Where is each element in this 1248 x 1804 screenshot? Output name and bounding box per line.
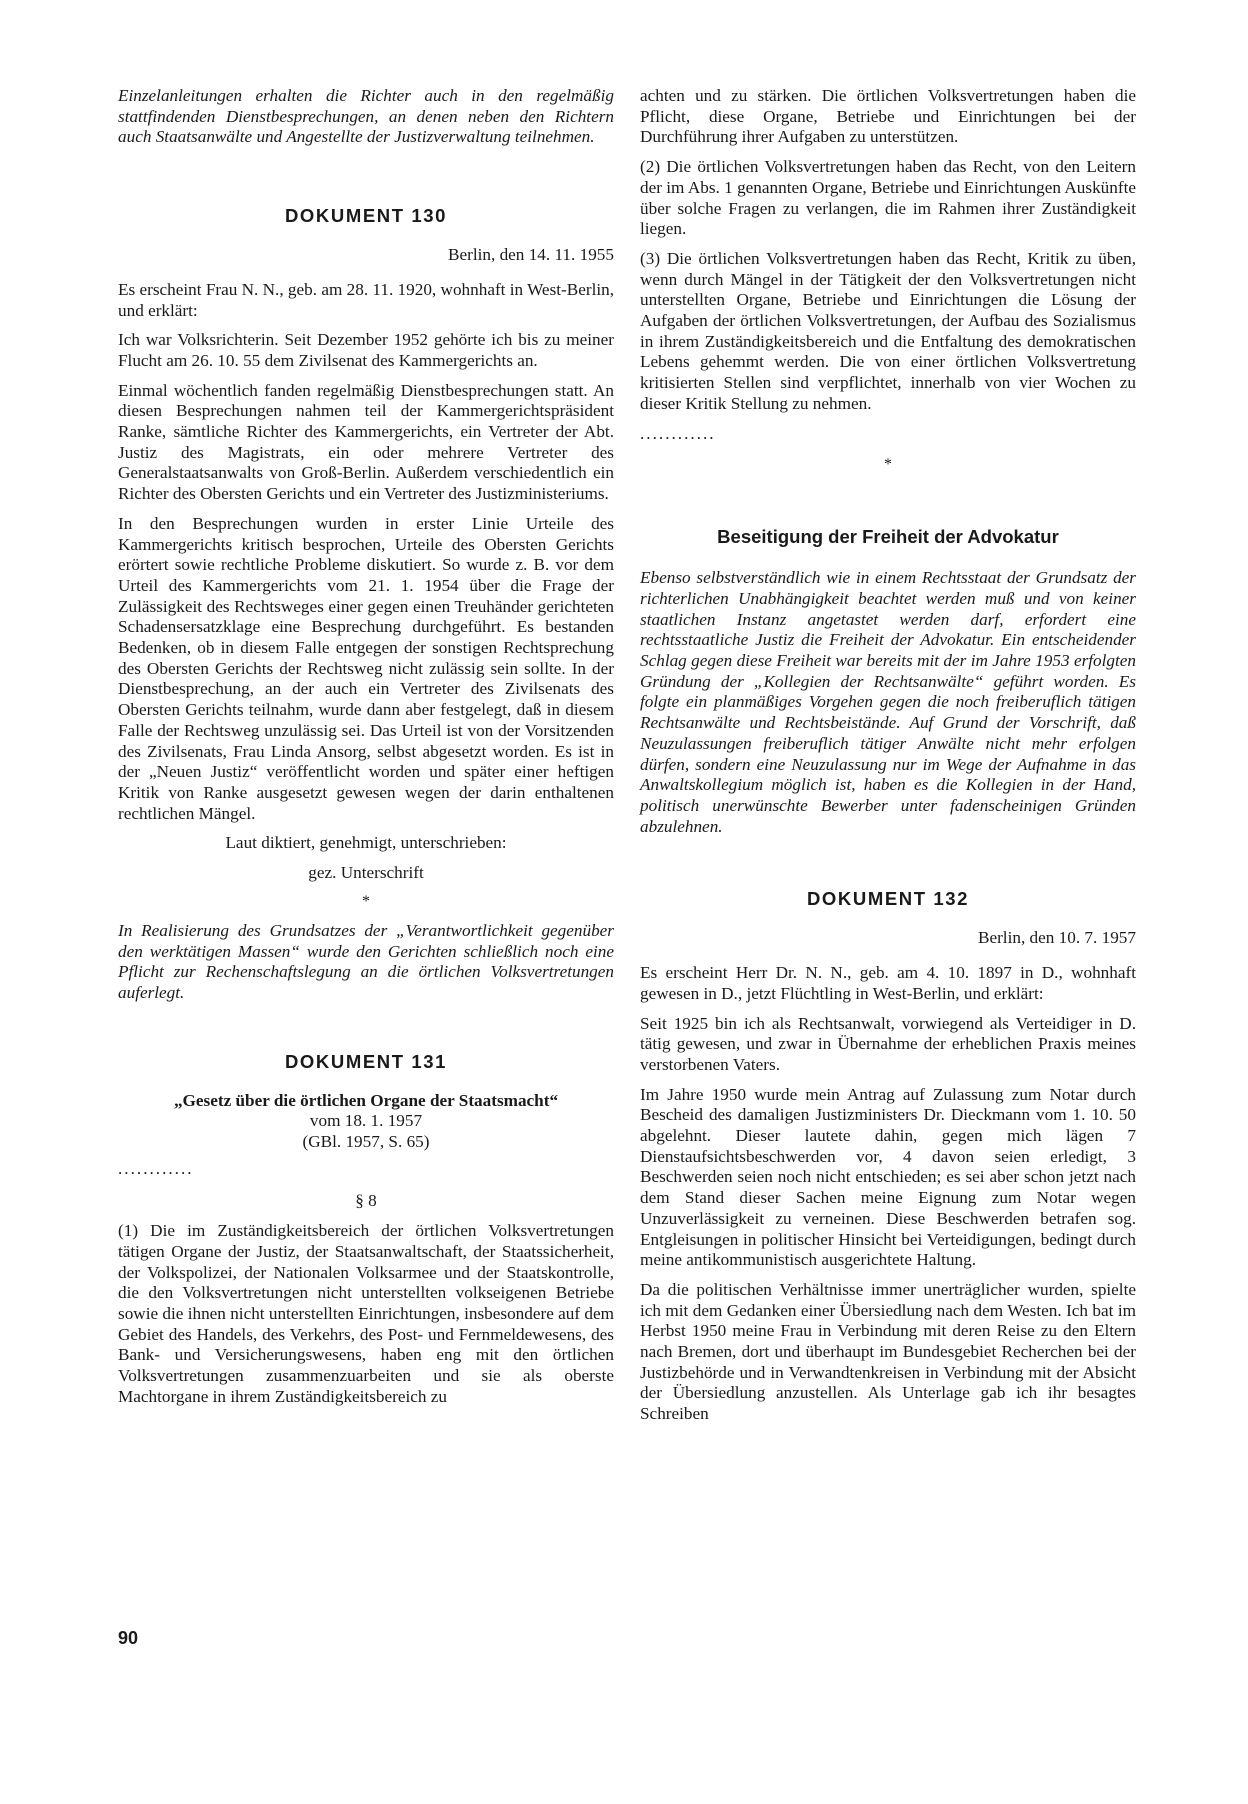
document-132-paragraph: Im Jahre 1950 wurde mein Antrag auf Zulassung zum Notar durch Bescheid des damaligen Justizministers Dr. Dieckmann vom 1. 10. 50 abgelehnt. Dieser lautete dahin, gegen mich lägen 7 Dienstaufsichtsbeschwerden vor, 4 davon seien erledigt, 3 Beschwerden seien noch nicht entschieden; es sei aber schon jetzt nach dem Stand dieser Sachen meine Eignung zum Notar wegen Unzuverlässigkeit zu verneinen. Diese Beschwerden betrafen sog. Entgleisungen in politischer Hinsicht bei Verteidigungen, bedingt durch meine antikommunistisch ausgerichtete Haltung. [640, 1084, 1136, 1270]
document-132-date: Berlin, den 10. 7. 1957 [977, 928, 1136, 948]
document-132-heading: DOKUMENT 132 [806, 888, 970, 910]
document-132-paragraph: Es erscheint Herr Dr. N. N., geb. am 4. 10. 1897 in D., wohnhaft gewesen in D., jetzt Flüchtling in West-Berlin, und erklärt: [640, 963, 1136, 1003]
document-132-paragraph: Da die politischen Verhältnisse immer unerträglicher wurden, spielte ich mit dem Gedanken einer Übersiedlung nach dem Westen. Ich bat im Herbst 1950 meine Frau in Verbindung mit deren Reise zu den Eltern nach Bremen, dort und überhaupt im Bundesgebiet Recherchen bei der Justizbehörde und in Verwandtenkreisen in Verbindung mit der Absicht der Übersiedlung anzustellen. Als Unterlage gab ich ihr besagtes Schreiben [640, 1279, 1136, 1424]
document-130-signoff: Laut diktiert, genehmigt, unterschrieben: [225, 833, 507, 853]
law-date: vom 18. 1. 1957 [309, 1111, 423, 1131]
left-column [118, 86, 614, 1416]
law-paragraph: (3) Die örtlichen Volksvertretungen haben das Recht, Kritik zu üben, wenn durch Mängel in der Tätigkeit der den Volksvertretungen nicht unterstellten Organe, Betriebe und Einrichtungen die Lösung der Aufgaben der örtlichen Volksvertretungen, der Aufbau des Sozialismus in ihrem Zuständigkeitsbereich und die Entfaltung des demokratischen Lebens gehemmt werden. Die von einer örtlichen Volksvertretung kritisierten Stellen sind verpflichtet, innerhalb von vier Wochen zu dieser Kritik Stellung zu nehmen. [640, 248, 1136, 413]
transition-paragraph: In Realisierung des Grundsatzes der „Verantwortlichkeit gegenüber den werktätigen Massen“ wurde den Gerichten schließlich noch eine Pflicht zur Rechenschaftslegung an die örtlichen Volksvertretungen auferlegt. [118, 920, 614, 1002]
law-paragraph-continued: achten und zu stärken. Die örtlichen Volksvertretungen haben die Pflicht, diese Organe, Betriebe und Einrichtungen bei der Durchführung ihrer Aufgaben zu unterstützen. [640, 86, 1136, 147]
document-130-paragraph: Es erscheint Frau N. N., geb. am 28. 11. 1920, wohnhaft in West-Berlin, und erklärt: [118, 279, 615, 320]
document-130-paragraph: In den Besprechungen wurden in erster Linie Urteile des Kammergerichts kritisch besprochen, Urteile des Obersten Gerichts erörtert sowie rechtliche Probleme diskutiert. So wurde z. B. vor dem Urteil des Kammergerichts vom 21. 1. 1954 über die Frage der Zulässigkeit des Rechtsweges einer gegen einen Treuhänder gerichteten Schadensersatzklage eine Besprechung durchgeführt. Es bestanden Bedenken, ob in diesem Falle entgegen der sonstigen Rechtsprechung des Obersten Gerichts der Rechtsweg nicht zulässig sein sollte. In der Dienstbesprechung, an der auch ein Vertreter des Zivilsenats des Obersten Gerichts teilnahm, wurde dann aber festgelegt, daß in diesem Falle der Rechtsweg unzulässig sei. Das Urteil ist von der Vorsitzenden des Zivilsenats, Frau Linda Ansorg, selbst abgesetzt worden. Es ist in der „Neuen Justiz“ veröffentlicht worden und später einer heftigen Kritik von Ranke ausgesetzt gewesen wegen der darin enthaltenen rechtlichen Mängel. [118, 513, 614, 823]
intro-paragraph: Einzelanleitungen erhalten die Richter auch in den regelmäßig stattfindenden Dienstbesprechungen, an denen neben den Richtern auch Staatsanwälte und Angestellte der Justizverwaltung teilnehmen. [118, 86, 614, 147]
separator-star: * [362, 892, 370, 910]
law-title: „Gesetz über die örtlichen Organe der Staatsmacht“ [173, 1090, 559, 1110]
page-number: 90 [118, 1628, 139, 1648]
section-heading: Beseitigung der Freiheit der Advokatur [717, 526, 1059, 548]
document-131-heading: DOKUMENT 131 [284, 1050, 448, 1072]
document-130-paragraph: Einmal wöchentlich fanden regelmäßig Dienstbesprechungen statt. An diesen Besprechungen nahmen teil der Kammergerichtspräsident Ranke, sämtliche Richter des Kammergerichts, ein Vertreter der Abt. Justiz des Magistrats, ein oder mehrere Vertreter des Generalstaatsanwalts von Groß-Berlin. Außerdem verschiedentlich ein Richter des Obersten Gerichts und ein Vertreter des Justizministeriums. [118, 380, 614, 504]
separator-star: * [884, 456, 892, 474]
section-sign: § 8 [355, 1191, 377, 1211]
document-130-paragraph: Ich war Volksrichterin. Seit Dezember 1952 gehörte ich bis zu meiner Flucht am 26. 10. 55 dem Zivilsenat des Kammergerichts an. [118, 330, 614, 370]
law-paragraph: (2) Die örtlichen Volksvertretungen haben das Recht, von den Leitern der im Abs. 1 genannten Organe, Betriebe und Einrichtungen Auskünfte über solche Fragen zu verlangen, die im Rahmen ihrer Zuständigkeit liegen. [640, 157, 1136, 239]
document-132-paragraph: Seit 1925 bin ich als Rechtsanwalt, vorwiegend als Verteidiger in D. tätig gewesen, und zwar in Übernahme der erheblichen Praxis meines verstorbenen Vaters. [640, 1013, 1136, 1074]
right-column [640, 86, 1136, 1434]
ellipsis-dots: ............ [640, 423, 716, 443]
document-130-date: Berlin, den 14. 11. 1955 [448, 245, 614, 265]
document-130-signature: gez. Unterschrift [308, 863, 424, 883]
law-reference: (GBl. 1957, S. 65) [302, 1132, 430, 1152]
document-130-heading: DOKUMENT 130 [284, 205, 448, 227]
section-intro-paragraph: Ebenso selbstverständlich wie in einem Rechtsstaat der Grundsatz der richterlichen Unabhängigkeit beachtet werden muß und von keiner staatlichen Instanz angetastet werden darf, erfordert eine rechtsstaatliche Justiz die Freiheit der Advokatur. Ein entscheidender Schlag gegen diese Freiheit war bereits mit der im Jahre 1953 erfolgten Gründung der „Kollegien der Rechtsanwälte“ geführt worden. Es folgte ein planmäßiges Vorgehen gegen die noch freiberuflich tätigen Rechtsanwälte und Rechtsbeistände. Auf Grund der Vorschrift, daß Neuzulassungen freiberuflich tätiger Anwälte nicht mehr erfolgen dürfen, sondern eine Neuzulassung nur im Wege der Aufnahme in das Anwaltskollegium möglich ist, haben es die Kollegien in der Hand, politisch unerwünschte Bewerber unter fadenscheinigen Gründen abzulehnen. [640, 568, 1136, 836]
ellipsis-dots: ............ [118, 1158, 194, 1178]
law-paragraph: (1) Die im Zuständigkeitsbereich der örtlichen Volksvertretungen tätigen Organe der Justiz, der Staatsanwaltschaft, der Staatssicherheit, der Volkspolizei, der Nationalen Volksarmee und der Staatskontrolle, die den Volksvertretungen nicht unterstellten volkseigenen Betriebe sowie die ihnen nicht unterstellten Einrichtungen, insbesondere auf dem Gebiet des Handels, des Verkehrs, des Post- und Fernmeldewesens, des Bank- und Versicherungswesens, haben eng mit den örtlichen Volksvertretungen zusammenzuarbeiten und sie als oberste Machtorgane in ihrem Zuständigkeitsbereich zu [118, 1221, 614, 1406]
